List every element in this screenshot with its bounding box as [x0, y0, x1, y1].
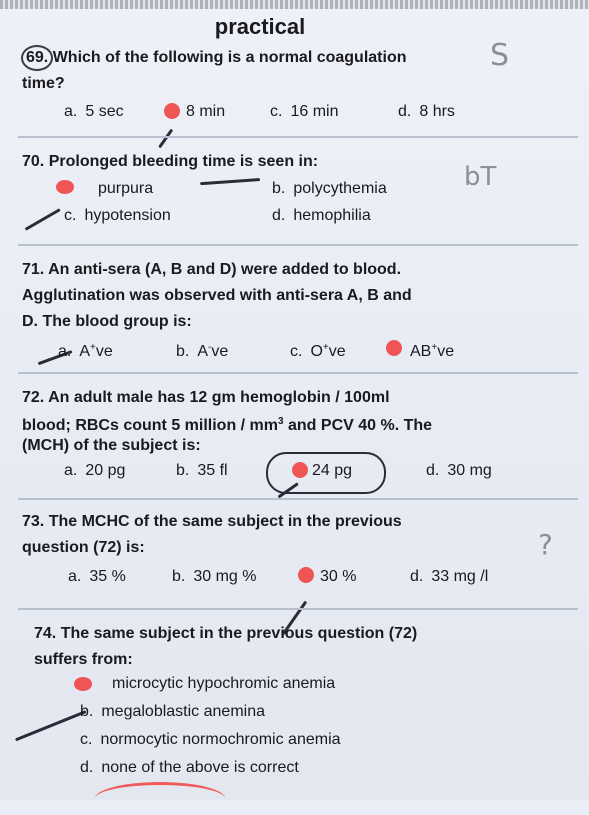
- pen-stroke: [15, 710, 87, 741]
- answer-marker-dot: [292, 462, 308, 478]
- question-70-line-1: [22, 150, 318, 174]
- question-text: The same subject in the previous question (72): [60, 625, 418, 642]
- question-text: An anti-sera (A, B and D) were added to blood.: [48, 261, 402, 278]
- torn-top-edge: [0, 0, 589, 9]
- answer-marker-dot: [386, 340, 402, 356]
- question-71-line-2: Agglutination was observed with anti-sera A, B and: [22, 287, 412, 304]
- option-c: c. normocytic normochromic anemia: [80, 731, 341, 748]
- option-b: b. 30 mg %: [172, 568, 257, 585]
- section-divider: [18, 136, 578, 138]
- section-divider: [18, 372, 578, 374]
- option-c: c. 16 min: [270, 103, 339, 120]
- question-74-line-1: [34, 622, 417, 646]
- option-c: 24 pg: [312, 462, 353, 479]
- option-d: d. none of the above is correct: [80, 759, 299, 776]
- handwritten-question-mark: ?: [538, 528, 553, 561]
- option-b: b. 35 fl: [176, 462, 228, 479]
- pen-stroke: [25, 208, 61, 231]
- section-divider: [18, 498, 578, 500]
- option-d: d. 8 hrs: [398, 103, 455, 120]
- option-a: a. A+ve: [58, 342, 113, 360]
- option-d: d. 30 mg: [426, 462, 492, 479]
- option-d: d. hemophilia: [272, 207, 371, 224]
- question-74-line-2: suffers from:: [34, 651, 133, 668]
- option-a: a. 5 sec: [64, 103, 124, 120]
- handwritten-note: S: [490, 38, 510, 73]
- question-69-line-2: time?: [22, 75, 65, 92]
- question-69-line-1: [26, 46, 406, 70]
- question-72-line-1: [22, 386, 390, 410]
- pen-underline: [200, 178, 260, 185]
- option-c: c. O+ve: [290, 342, 346, 360]
- answer-marker-dot: [164, 103, 180, 119]
- section-divider: [18, 244, 578, 246]
- red-pen-arc: [95, 782, 225, 815]
- question-73-line-2: question (72) is:: [22, 539, 145, 556]
- option-b: b. polycythemia: [272, 180, 387, 197]
- option-c: c. hypotension: [64, 207, 171, 224]
- option-b: b. A-ve: [176, 342, 229, 360]
- question-text: Which of the following is a normal coagulation: [52, 49, 407, 66]
- page-title: practical: [214, 14, 306, 39]
- answer-marker-dot: [298, 567, 314, 583]
- question-73-line-1: [22, 510, 402, 534]
- section-divider: [18, 608, 578, 610]
- option-a: a. 35 %: [68, 568, 126, 585]
- question-number: 74.: [34, 625, 57, 642]
- option-b: 8 min: [186, 103, 226, 120]
- question-72-line-3: (MCH) of the subject is:: [22, 437, 201, 454]
- question-72-line-2: blood; RBCs count 5 million / $mm^3$ and PCV 40 %. The: [22, 416, 433, 434]
- option-b: b. megaloblastic anemina: [80, 703, 265, 720]
- answer-marker-dot: [56, 180, 74, 194]
- question-71-line-1: [22, 258, 401, 282]
- question-text: Prolonged bleeding time is seen in:: [48, 153, 319, 170]
- option-a: a. 20 pg: [64, 462, 126, 479]
- option-a: microcytic hypochromic anemia: [112, 675, 336, 692]
- option-c: 30 %: [320, 568, 357, 585]
- question-number: 70.: [22, 153, 45, 170]
- question-number: 69.: [26, 49, 49, 66]
- option-d: AB+ve: [410, 342, 455, 360]
- question-number: 73.: [22, 513, 45, 530]
- option-a: purpura: [98, 180, 154, 197]
- pen-stroke: [158, 129, 173, 149]
- question-text: The MCHC of the same subject in the previous: [48, 513, 402, 530]
- handwritten-note: bT: [464, 162, 497, 192]
- question-text: An adult male has 12 gm hemoglobin / 100ml: [48, 389, 390, 406]
- answer-marker-dot: [74, 677, 92, 691]
- question-71-line-3: D. The blood group is:: [22, 313, 192, 330]
- option-d: d. 33 mg /l: [410, 568, 489, 585]
- question-number: 71.: [22, 261, 45, 278]
- question-number: 72.: [22, 389, 45, 406]
